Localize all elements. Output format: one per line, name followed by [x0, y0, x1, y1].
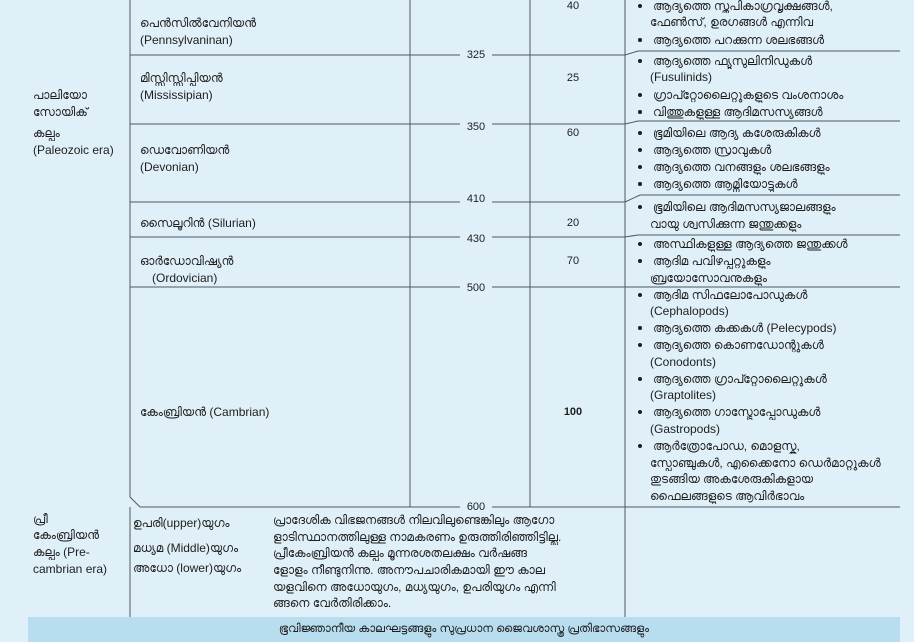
- event-line: ആദ്യത്തെ പറക്കുന്ന ശലഭങ്ങൾ: [653, 33, 825, 47]
- precambrian-note-line: യളവിനെ അധോയുഗം, മധ്യയുഗം, ഉപരിയുഗം എന്നി: [273, 580, 556, 594]
- precambrian-note-line: പ്രാദേശിക വിഭജനങ്ങൾ നിലവിലുണ്ടെങ്കിലും ആഗോ: [273, 513, 555, 527]
- bullet-icon: [638, 182, 642, 186]
- bullet-icon: [638, 59, 642, 63]
- table-caption: ഭൂവിജ്ഞാനീയ കാലഘട്ടങ്ങളും സുപ്രധാന ജൈവശാസ്ത്ര പ്രതിഭാസങ്ങളും: [278, 623, 650, 635]
- period-name-pennsylvanian: പെൻസിൽവേനിയൻ: [140, 16, 257, 30]
- duration-value: 100: [563, 406, 583, 418]
- event-line: ആദിമ സിഫലോപോഡുകൾ: [653, 288, 808, 302]
- period-name-ordovician-latin: (Ordovician): [152, 271, 218, 285]
- event-line: സ്പോഞ്ചുകൾ, എക്കൈനോ ഡെർമാറ്റുകൾ: [650, 456, 881, 470]
- event-line: ഫൈലങ്ങളുടെ ആവിർഭാവം: [650, 489, 805, 503]
- event-line: ഫേൺസ്, ഉരഗങ്ങൾ എന്നിവ: [650, 15, 814, 29]
- period-name-mississippian: മിസ്സിസ്സിപ്പിയൻ: [140, 71, 223, 85]
- bullet-icon: [638, 205, 642, 209]
- era-label-line: cambrian era): [33, 562, 108, 576]
- event-line: വിത്തുകളുള്ള ആദിമസസ്യങ്ങൾ: [653, 105, 823, 119]
- event-line: ഭൂമിയിലെ ആദിമസസ്യജാലങ്ങളും: [653, 200, 836, 214]
- era-label-line: കല്പം (Pre-: [33, 545, 90, 559]
- period-name-pennsylvanian-latin: (Pennsylvaninan): [140, 33, 233, 47]
- bullet-icon: [638, 38, 642, 42]
- boundary-age-label: 350: [460, 119, 492, 135]
- duration-value: 40: [566, 0, 580, 12]
- era-label-line: പാലിയോ: [33, 88, 87, 102]
- event-line: ആദ്യത്തെ ഗ്രാപ്റ്റോലൈറ്റുകൾ: [653, 372, 827, 386]
- caption-bar: [28, 617, 900, 642]
- precambrian-note-line: ങ്ങനെ വേർതിരിക്കാം.: [273, 596, 392, 610]
- bullet-icon: [638, 165, 642, 169]
- bullet-icon: [638, 93, 642, 97]
- bullet-icon: [638, 259, 642, 263]
- period-name-ordovician: ഓർഡോവിഷ്യൻ: [140, 254, 234, 268]
- event-line: ആദ്യത്തെ കക്കകൾ (Pelecypods): [653, 321, 837, 335]
- duration-value: 70: [566, 255, 580, 267]
- event-line: ആദിമ പവിഴപ്പുറ്റുകളും: [653, 254, 771, 268]
- period-name-cambrian: കേംബ്രിയൻ (Cambrian): [140, 405, 270, 419]
- bullet-icon: [638, 131, 642, 135]
- period-name-mississippian-latin: (Mississipian): [140, 88, 213, 102]
- precambrian-note-line: ളാടിസ്ഥാനത്തിലുള്ള നാമകരണം ഉരുത്തിരിഞ്ഞിട്ടില്ല.: [273, 530, 562, 544]
- precambrian-subdivision: മധ്യമ (Middle)യുഗം: [133, 541, 239, 555]
- bullet-icon: [638, 293, 642, 297]
- event-line: ആദ്യത്തെ ഗാസ്ട്രോപ്പോഡുകൾ: [653, 405, 821, 419]
- boundary-age-label: 430: [460, 231, 492, 247]
- event-line: ആദ്യത്തെ ഫ്യൂസുലിനിഡുകൾ: [653, 54, 813, 68]
- period-name-silurian: സൈലൂറിൻ (Silurian): [140, 216, 256, 230]
- bullet-icon: [638, 343, 642, 347]
- bullet-icon: [638, 242, 642, 246]
- precambrian-note-line: പ്രീകേംബ്രിയൻ കല്പം മൂന്നരശതലക്ഷം വർഷങ്ങ: [273, 546, 527, 560]
- event-line: തുടങ്ങിയ അകശേരുകികളായ: [650, 472, 814, 486]
- era-label-line: പ്രീ: [33, 512, 48, 526]
- bullet-icon: [638, 410, 642, 414]
- bullet-icon: [638, 110, 642, 114]
- period-name-devonian-latin: (Devonian): [140, 160, 199, 174]
- event-line: (Conodonts): [650, 355, 717, 369]
- event-line: ആദ്യത്തെ വനങ്ങളും ശലഭങ്ങളും: [653, 160, 830, 174]
- era-label-line: (Paleozoic era): [33, 143, 114, 157]
- event-line: ഭൂമിയിലെ ആദ്യ കശേരുകികൾ: [653, 126, 821, 140]
- boundary-age-label: 410: [460, 191, 492, 207]
- period-name-devonian: ഡെവോണിയൻ: [140, 143, 230, 157]
- precambrian-subdivision: ഉപരി(upper)യുഗം: [133, 516, 230, 530]
- event-line: ആദ്യത്തെ സ്രാവുകൾ: [653, 143, 772, 157]
- boundary-age-label: 325: [460, 47, 492, 63]
- era-column-divider: [130, 0, 140, 507]
- bullet-icon: [638, 377, 642, 381]
- event-line: വായു ശ്വസിക്കുന്ന ജന്തുക്കളും: [650, 217, 802, 231]
- event-rule-350: [625, 121, 900, 124]
- event-line: (Gastropods): [650, 422, 721, 436]
- bullet-icon: [638, 4, 642, 8]
- boundary-age-label: 600: [460, 499, 492, 515]
- event-line: ആദ്യത്തെ ആമ്നിയോട്ടുകൾ: [653, 177, 798, 191]
- bullet-icon: [638, 148, 642, 152]
- precambrian-subdivision: അധോ (lower)യുഗം: [133, 561, 242, 575]
- event-line: അസ്ഥികളുള്ള ആദ്യത്തെ ജന്തുക്കൾ: [653, 237, 848, 251]
- bullet-icon: [638, 326, 642, 330]
- duration-value: 25: [566, 72, 580, 84]
- era-label-line: കല്പം: [33, 126, 60, 140]
- era-label-line: സോയിക്: [33, 105, 88, 119]
- era-label-line: കേംബ്രിയൻ: [33, 528, 100, 542]
- precambrian-note-line: ളോളം നീണ്ടുനിന്നു. അനൗപചാരികമായി ഈ കാല: [273, 563, 545, 577]
- event-line: (Cephalopods): [650, 304, 729, 318]
- event-line: (Graptolites): [650, 388, 717, 402]
- event-line: ആദ്യത്തെ സ്തൂപികാഗ്രവൃക്ഷങ്ങൾ,: [653, 0, 833, 13]
- boundary-age-label: 500: [460, 280, 492, 296]
- duration-value: 20: [566, 217, 580, 229]
- duration-value: 60: [566, 127, 580, 139]
- event-line: ബ്രയോസോവനുകളും: [650, 271, 767, 285]
- event-line: ആദ്യത്തെ കൊണഡോന്റുകൾ: [653, 338, 824, 352]
- event-line: ഗ്രാപ്റ്റോലൈറ്റുകളുടെ വംശനാശം: [653, 88, 844, 102]
- event-line: (Fusulinids): [650, 70, 713, 84]
- bullet-icon: [638, 444, 642, 448]
- event-line: ആർത്രോപോഡ, മൊളസ്ക,: [653, 439, 800, 453]
